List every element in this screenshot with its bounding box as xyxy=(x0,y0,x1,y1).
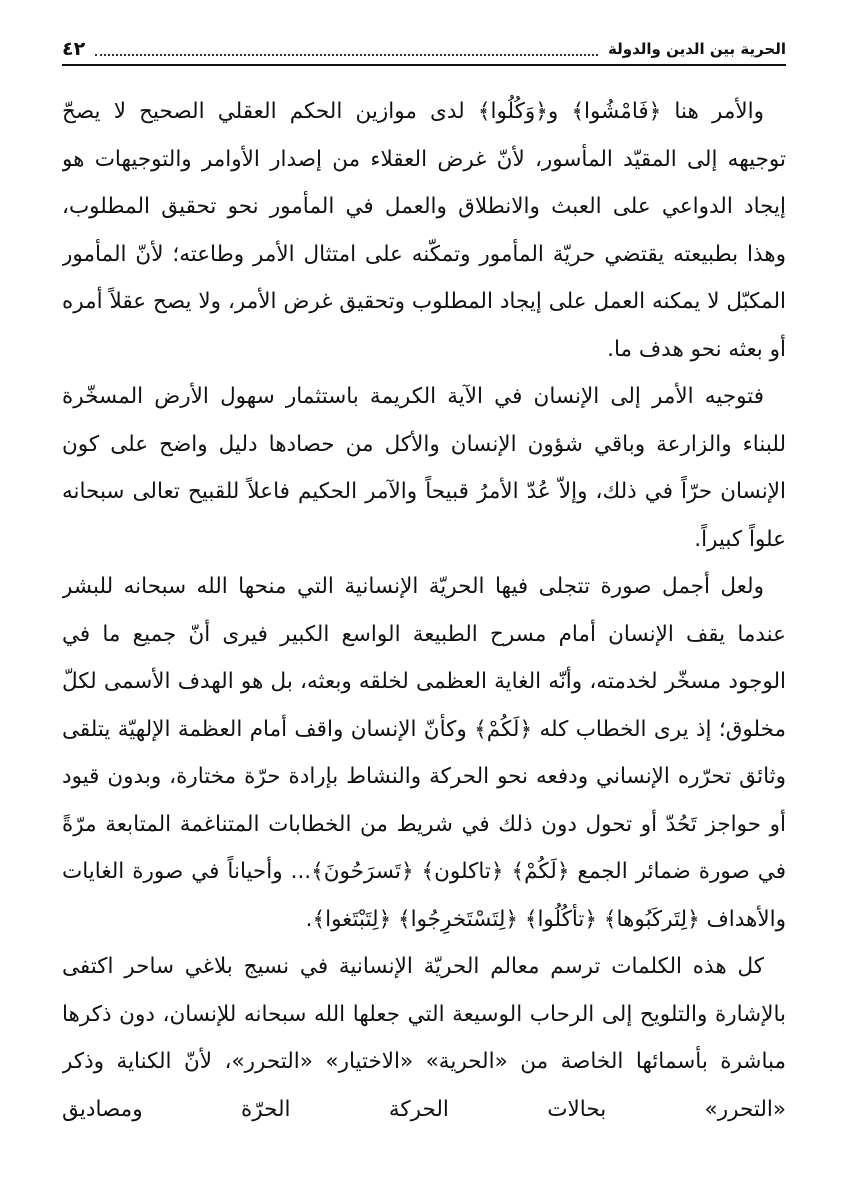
running-title: الحرية بين الدين والدولة xyxy=(608,40,786,58)
page-number: ٤٢ xyxy=(62,38,86,60)
running-header xyxy=(62,34,786,66)
header-dot-leader xyxy=(95,42,598,56)
body-text xyxy=(62,88,786,1176)
paragraph-2: فتوجيه الأمر إلى الإنسان في الآية الكريمة باستثمار سهول الأرض المسخّرة للبناء والزارعة وباقي شؤون الإنسان والأكل من حصادها دليل واضح على كون الإنسان حرّاً في ذلك، وإلاّ عُدّ الأمرُ قبيحاً والآمر الحكيم فاعلاً للقبيح تعالى سبحانه علواً كبيراً. xyxy=(62,384,786,552)
paragraph-1: والأمر هنا ﴿فَامْشُوا﴾ و﴿وَكُلُوا﴾ لدى موازين الحكم العقلي الصحيح لا يصحّ توجيهه إلى المقيّد المأسور، لأنّ غرض العقلاء من إصدار الأوامر والتوجيهات هو إيجاد الدواعي على العبث والانطلاق والعمل في المأمور نحو تحقيق المطلوب، وهذا بطبيعته يقتضي حريّة المأمور وتمكّنه على امتثال الأمر وطاعته؛ لأنّ المأمور المكبّل لا يمكنه العمل على إيجاد المطلوب وتحقيق غرض الأمر، ولا يصح عقلاً أمره أو بعثه نحو هدف ما. xyxy=(62,99,786,362)
paragraph-3: ولعل أجمل صورة تتجلى فيها الحريّة الإنسانية التي منحها الله سبحانه للبشر عندما يقف الإنسان أمام مسرح الطبيعة الواسع الكبير فيرى أنّ جميع ما في الوجود مسخّر لخدمته، وأنّه الغاية العظمى لخلقه وبعثه، بل هو الهدف الأسمى لكلّ مخلوق؛ إذ يرى الخطاب كله ﴿لَكُمْ﴾ وكأنّ الإنسان واقف أمام العظمة الإلهيّة يتلقى وثائق تحرّره الإنساني ودفعه نحو الحركة والنشاط بإرادة حرّة مختارة، وبدون قيود أو حواجز تَحُدّ أو تحول دون ذلك في شريط من الخطابات المتناغمة المتابعة مرّةً في صورة ضمائر الجمع ﴿لَكُمْ﴾ ﴿تاكلون﴾ ﴿تَسرَحُونَ﴾... وأحياناً في صورة الغايات والأهداف ﴿لِتَركَبُوها﴾ ﴿تأكُلُوا﴾ ﴿لِتَسْتَخرِجُوا﴾ ﴿لِتَبْتَغوا﴾. xyxy=(62,574,786,932)
paragraph-4: كل هذه الكلمات ترسم معالم الحريّة الإنسانية في نسيج بلاغي ساحر اكتفى بالإشارة والتلويح إلى الرحاب الوسيعة التي جعلها الله سبحانه للإنسان، دون ذكرها مباشرة بأسمائها الخاصة من «الحرية» «الاختيار» «التحرر»، لأنّ الكناية وذكر «التحرر» بحالات الحركة الحرّة ومصاديق xyxy=(62,954,786,1122)
